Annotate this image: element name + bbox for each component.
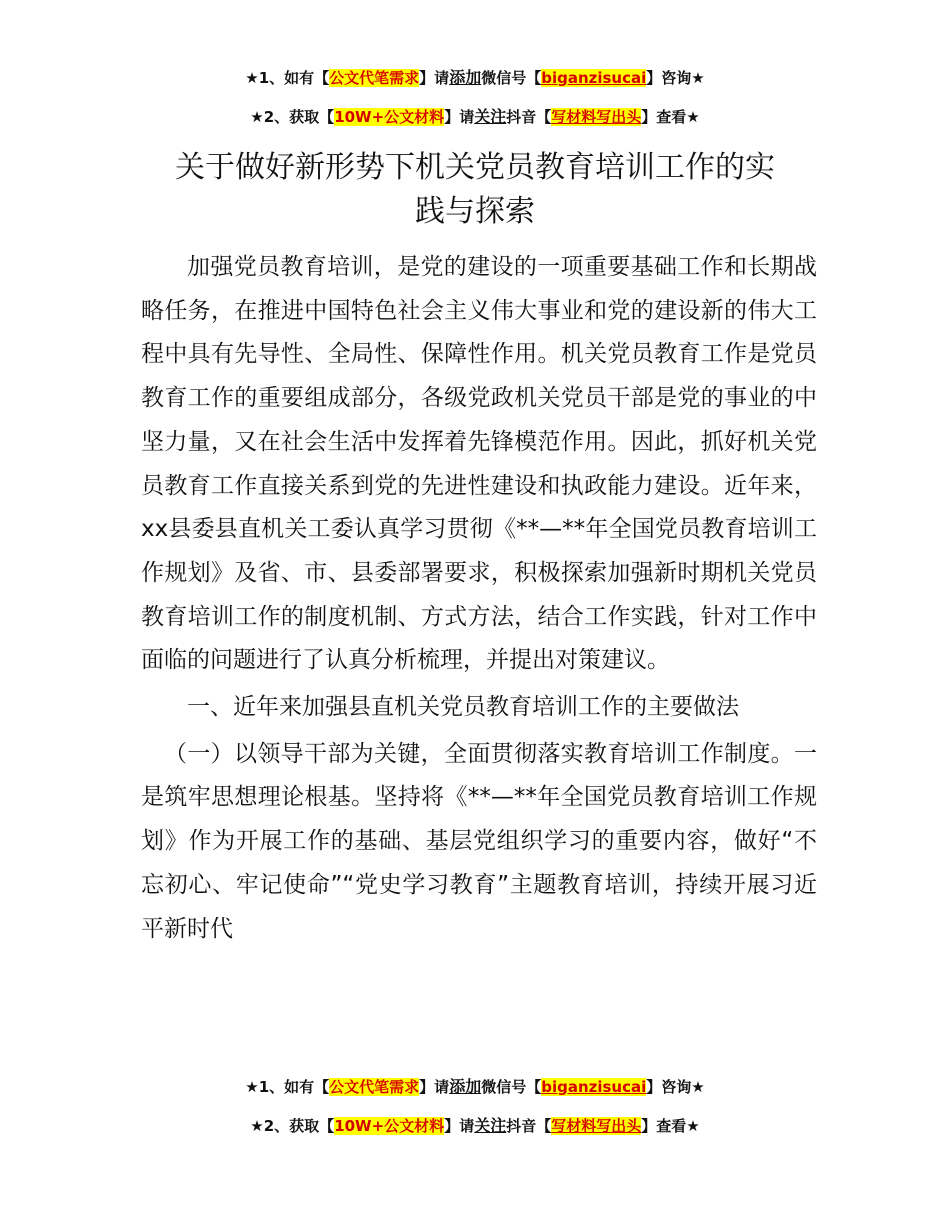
banner-wechat-id: biganzisucai: [541, 69, 647, 87]
banner-highlight: 10W+公文材料: [334, 1117, 445, 1135]
bottom-banner-line-2: [0, 1116, 950, 1136]
banner-douyin-id: 写材料写出头: [551, 1117, 642, 1135]
banner-highlight: 公文代笔需求: [329, 69, 420, 87]
paragraph-subsection: （一）以领导干部为关键，全面贯彻落实教育培训工作制度。一是筑牢思想理论根基。坚持将《**—**年全国党员教育培训工作规划》作为开展工作的基础、基层党组织学习的重要内容，做好“不忘初心、牢记使命”“党史学习教育”主题教育培训，持续开展习近平新时代: [141, 740, 817, 942]
bottom-banner-line-1: [0, 1077, 950, 1097]
banner-text: 】咨询★: [646, 69, 705, 87]
banner-underlined: 添加: [449, 1077, 482, 1096]
title-line-1: 关于做好新形势下机关党员教育培训工作的实: [175, 150, 775, 185]
document-body: [141, 246, 817, 951]
banner-text: 】请: [444, 1117, 475, 1135]
banner-text: ★2、获取【: [250, 108, 335, 126]
banner-text: 】查看★: [641, 108, 700, 126]
banner-underlined: 关注: [474, 1116, 507, 1135]
banner-text: 】咨询★: [646, 1078, 705, 1096]
banner-text: 】请: [419, 69, 450, 87]
document-title: [100, 146, 850, 234]
top-banner-line-2: [0, 107, 950, 127]
title-line-2: 践与探索: [415, 194, 535, 229]
banner-text: 】查看★: [641, 1117, 700, 1135]
banner-wechat-id: biganzisucai: [541, 1078, 647, 1096]
banner-text: ★1、如有【: [245, 1078, 330, 1096]
section-heading: 一、近年来加强县直机关党员教育培训工作的主要做法: [187, 694, 739, 721]
banner-text: 】请: [419, 1078, 450, 1096]
paragraph-intro: 加强党员教育培训，是党的建设的一项重要基础工作和长期战略任务，在推进中国特色社会主义伟大事业和党的建设新的伟大工程中具有先导性、全局性、保障性作用。机关党员教育工作是党员教育工作的重要组成部分，各级党政机关党员干部是党的事业的中坚力量，又在社会生活中发挥着先锋模范作用。因此，抓好机关党员教育工作直接关系到党的先进性建设和执政能力建设。近年来，xx县委县直机关工委认真学习贯彻《**—**年全国党员教育培训工作规划》及省、市、县委部署要求，积极探索加强新时期机关党员教育培训工作的制度机制、方式方法，结合工作实践，针对工作中面临的问题进行了认真分析梳理，并提出对策建议。: [141, 254, 817, 674]
banner-text: 抖音【: [506, 108, 552, 126]
top-banner-line-1: [0, 68, 950, 88]
banner-text: 微信号【: [481, 1078, 542, 1096]
banner-text: ★1、如有【: [245, 69, 330, 87]
banner-highlight: 公文代笔需求: [329, 1078, 420, 1096]
banner-text: ★2、获取【: [250, 1117, 335, 1135]
banner-text: 微信号【: [481, 69, 542, 87]
banner-text: 】请: [444, 108, 475, 126]
banner-text: 抖音【: [506, 1117, 552, 1135]
banner-underlined: 关注: [474, 107, 507, 126]
banner-underlined: 添加: [449, 68, 482, 87]
banner-douyin-id: 写材料写出头: [551, 108, 642, 126]
banner-highlight: 10W+公文材料: [334, 108, 445, 126]
